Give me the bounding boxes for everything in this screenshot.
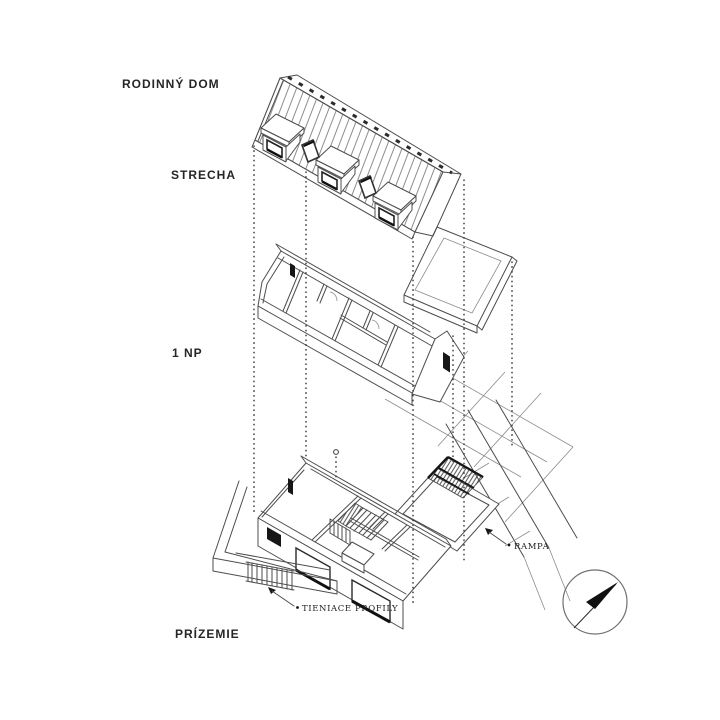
level-label-strecha: STRECHA (171, 168, 237, 182)
north-arrow-icon (574, 582, 618, 628)
drawing-title: RODINNÝ DOM (122, 77, 220, 91)
level-label-prizemie: PRÍZEMIE (175, 627, 240, 641)
annotation-label: RAMPA (514, 542, 550, 552)
first-floor-level-drawing (258, 227, 517, 405)
level-label-1np: 1 NP (172, 346, 203, 360)
annotation-label: TIENIACE PROFILY (302, 604, 399, 614)
shading-profiles-slats (246, 562, 294, 590)
roof-level-drawing (252, 75, 461, 239)
terrace-slab (404, 227, 517, 333)
north-arrow-compass (563, 570, 627, 634)
